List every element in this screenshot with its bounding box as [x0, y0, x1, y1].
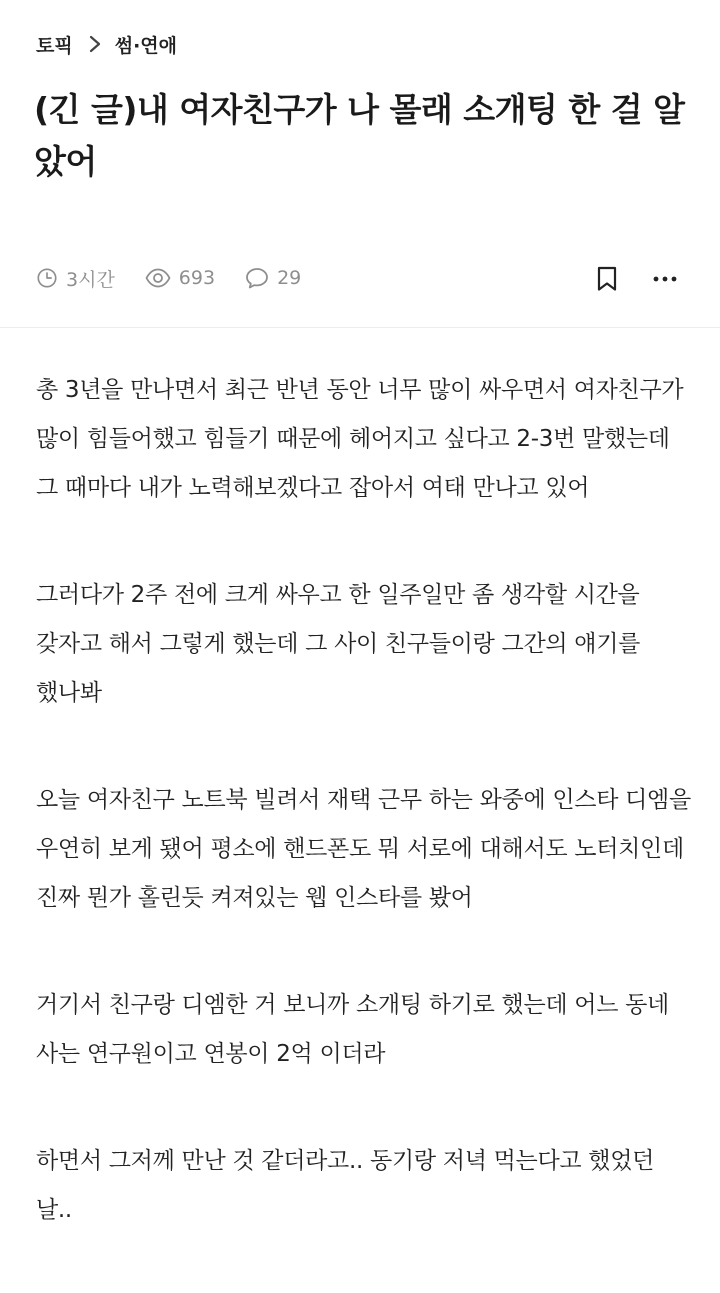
breadcrumb [36, 28, 177, 60]
post-paragraph: 총 3년을 만나면서 최근 반년 동안 너무 많이 싸우면서 여자친구가 많이 힘들어했고 힘들기 때문에 헤어지고 싶다고 2-3번 말했는데 그 때마다 내가 노력해보겠다고 잡아서 여태 만나고 있어 [36, 377, 684, 501]
post-views [145, 267, 215, 289]
post-paragraph: 그러다가 2주 전에 크게 싸우고 한 일주일만 좀 생각할 시간을 갖자고 해서 그렇게 했는데 그 사이 친구들이랑 그간의 얘기를 했나봐 [36, 582, 641, 706]
divider [0, 327, 720, 328]
eye-icon [145, 267, 171, 289]
bookmark-icon [596, 266, 618, 292]
post-time-text: 3시간 [66, 268, 115, 291]
post-title: (긴 글)내 여자친구가 나 몰래 소개팅 한 걸 알았어 [34, 90, 685, 181]
chevron-right-icon [89, 35, 101, 53]
breadcrumb-category[interactable]: 썸·연애 [114, 34, 177, 57]
post-comments-count: 29 [277, 267, 302, 289]
post-actions [590, 262, 682, 296]
bookmark-button[interactable] [590, 262, 624, 296]
breadcrumb-topic[interactable]: 토픽 [36, 34, 73, 57]
post-paragraph: 오늘 여자친구 노트북 빌려서 재택 근무 하는 와중에 인스타 디엠을 우연히 보게 됐어 평소에 핸드폰도 뭐 서로에 대해서도 노터치인데 진짜 뭔가 홀린듯 켜져있는 웹 인스타를 봤어 [36, 787, 691, 911]
more-options-button[interactable] [648, 262, 682, 296]
post-time [36, 265, 115, 292]
clock-icon [36, 267, 58, 289]
post-body [36, 366, 696, 1293]
more-dots-icon [652, 275, 678, 283]
post-views-count: 693 [178, 267, 216, 289]
post-comments[interactable] [245, 267, 301, 289]
speech-bubble-icon [245, 267, 269, 289]
post-paragraph: 거기서 친구랑 디엠한 거 보니까 소개팅 하기로 했는데 어느 동네 사는 연구원이고 연봉이 2억 이더라 [36, 992, 669, 1067]
post-meta [36, 262, 331, 294]
post-paragraph: 하면서 그저께 만난 것 같더라고.. 동기랑 저녁 먹는다고 했었던 날.. [36, 1148, 655, 1223]
